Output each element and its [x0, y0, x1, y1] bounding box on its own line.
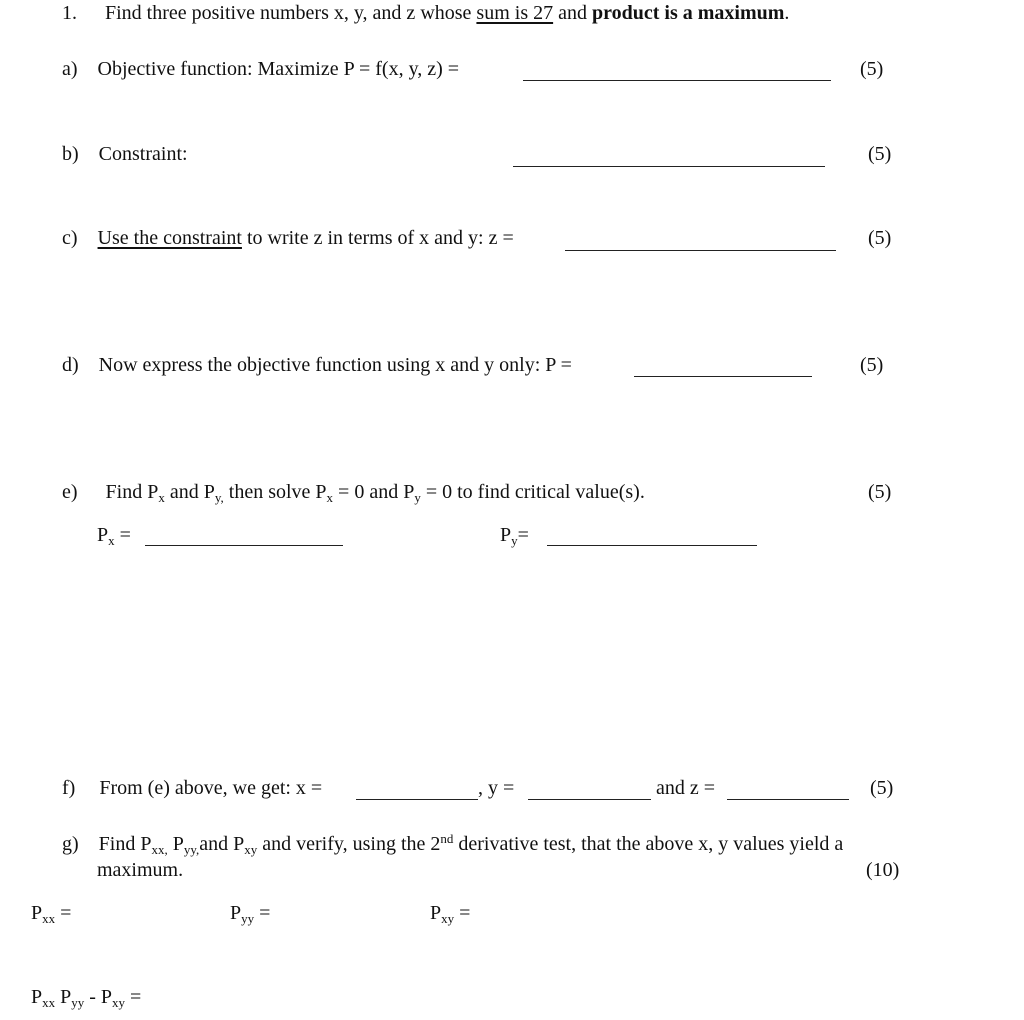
- part-f: [62, 777, 322, 800]
- part-b-text: Constraint:: [98, 143, 188, 165]
- part-f-label: f): [62, 777, 76, 799]
- pyy-label: $P_{yy}$ =: [230, 902, 271, 926]
- part-d-label: d): [62, 354, 79, 376]
- points-d: (5): [860, 354, 884, 376]
- sum-condition: sum is 27: [476, 2, 554, 24]
- part-d-text: Now express the objective function using x and y only: P =: [98, 354, 572, 376]
- py-label: $P_y=$: [500, 524, 529, 548]
- part-d: [62, 354, 572, 377]
- maximum-condition: product is a maximum: [592, 2, 785, 24]
- answer-blank-fy[interactable]: [528, 799, 651, 800]
- pxx-label: $P_{xx}$ =: [31, 902, 72, 926]
- part-f-text: From (e) above, we get: x =: [99, 777, 323, 799]
- part-c-label: c): [62, 227, 78, 249]
- answer-blank-c[interactable]: [565, 250, 836, 251]
- part-c-underlined: Use the constraint: [97, 227, 242, 249]
- px-label: $P_x$ =: [97, 524, 131, 548]
- part-a-text: Objective function: Maximize P = f(x, y, z) =: [97, 58, 460, 80]
- question-header: 1. Find three positive numbers x, y, and z whose sum is 27 and product is a maximum.: [62, 2, 790, 24]
- discriminant-label: $P_{xx}$ $P_{yy} - P_{xy}$ =: [31, 986, 142, 1010]
- part-e-text: Find $P_x$ and $P_{y,}$ then solve $P_x = 0$ and $P_y = 0$ to find critical value(s).: [105, 481, 645, 505]
- part-b-label: b): [62, 143, 79, 165]
- part-e: [62, 481, 645, 506]
- answer-blank-a[interactable]: [523, 80, 831, 81]
- f-y-label: , y =: [478, 777, 515, 799]
- points-e: (5): [868, 481, 892, 503]
- points-g: (10): [866, 859, 900, 881]
- part-g-label: g): [62, 833, 79, 855]
- part-c: [62, 227, 514, 250]
- question-number: 1.: [62, 2, 77, 24]
- answer-blank-b[interactable]: [513, 166, 825, 167]
- answer-blank-fx[interactable]: [356, 799, 478, 800]
- question-text: Find three positive numbers x, y, and z whose: [105, 2, 477, 24]
- pxy-label: $P_{xy}$ =: [430, 902, 471, 926]
- f-z-label: and z =: [656, 777, 716, 799]
- part-g: [62, 831, 843, 858]
- part-g-text: Find $P_{xx,}$ $P_{yy,}and$ $P_{xy}$ and verify, using the 2nd derivative test, that the above x, y values yield a: [98, 831, 844, 857]
- part-g-line2: maximum.: [97, 859, 184, 881]
- part-c-text: to write z in terms of x and y: z =: [241, 227, 514, 249]
- points-c: (5): [868, 227, 892, 249]
- part-a-label: a): [62, 58, 78, 80]
- points-a: (5): [860, 58, 884, 80]
- points-b: (5): [868, 143, 892, 165]
- points-f: (5): [870, 777, 894, 799]
- part-b: [62, 143, 188, 166]
- answer-blank-py[interactable]: [547, 545, 757, 546]
- part-a: [62, 58, 459, 81]
- answer-blank-fz[interactable]: [727, 799, 849, 800]
- answer-blank-px[interactable]: [145, 545, 343, 546]
- answer-blank-d[interactable]: [634, 376, 812, 377]
- part-e-label: e): [62, 481, 78, 503]
